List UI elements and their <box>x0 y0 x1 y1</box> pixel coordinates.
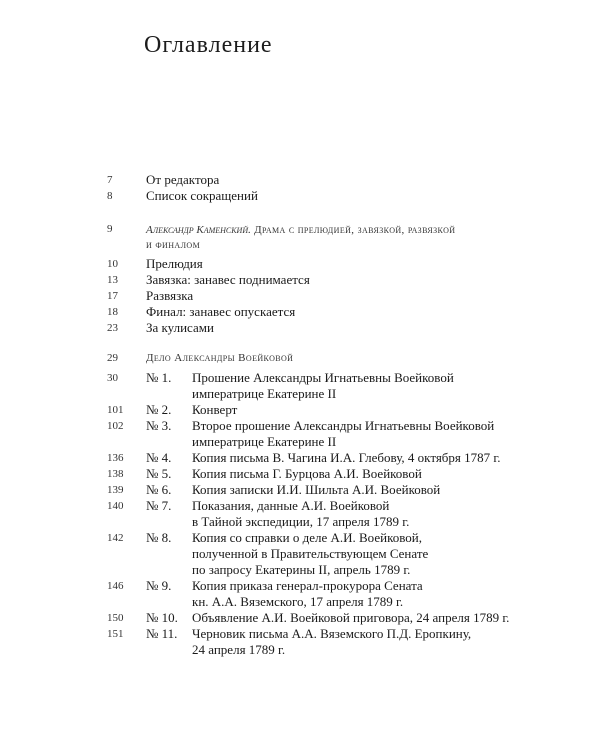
doc-number: № 1. <box>146 370 172 385</box>
toc-page-number: 30 <box>107 372 118 384</box>
toc-page-number: 138 <box>107 468 124 480</box>
part1-title-line1: Драма с прелюдией, завязкой, развязкой <box>254 224 456 236</box>
toc-page-number: 8 <box>107 190 113 202</box>
doc-number: № 7. <box>146 498 172 513</box>
toc-entry: Завязка: занавес поднимается <box>146 272 310 287</box>
toc-entry: Прелюдия <box>146 256 203 271</box>
toc-page-number: 151 <box>107 628 124 640</box>
toc-page-number: 29 <box>107 352 118 364</box>
doc-title-cont: в Тайной экспедиции, 17 апреля 1789 г. <box>192 514 410 529</box>
doc-title-cont: полученной в Правительствующем Сенате <box>192 546 429 561</box>
toc-page-number: 140 <box>107 500 124 512</box>
doc-title-cont: 24 апреля 1789 г. <box>192 642 286 657</box>
doc-title-cont: императрице Екатерине II <box>192 434 337 449</box>
toc-page-number: 102 <box>107 420 124 432</box>
toc-page-number: 9 <box>107 223 113 235</box>
doc-title-cont: кн. А.А. Вяземского, 17 апреля 1789 г. <box>192 594 404 609</box>
toc-page-number: 7 <box>107 174 113 186</box>
doc-number: № 4. <box>146 450 172 465</box>
doc-title: Черновик письма А.А. Вяземского П.Д. Еропкину, <box>192 626 472 641</box>
doc-title: Второе прошение Александры Игнатьевны Воейковой <box>192 418 495 433</box>
toc-page-number: 139 <box>107 484 124 496</box>
doc-title: Копия записки И.И. Шильта А.И. Воейковой <box>192 482 441 497</box>
doc-title: Прошение Александры Игнатьевны Воейковой <box>192 370 454 385</box>
toc-page-number: 23 <box>107 322 118 334</box>
doc-title: Копия приказа генерал-прокурора Сената <box>192 578 423 593</box>
part2-heading: Дело Александры Воейковой <box>146 352 294 364</box>
part1-author: Александр Каменский. <box>146 224 251 236</box>
part1-title-line2: и финалом <box>146 239 201 251</box>
toc-page-number: 150 <box>107 612 124 624</box>
doc-title: Копия письма В. Чагина И.А. Глебову, 4 октября 1787 г. <box>192 450 501 465</box>
toc-entry: За кулисами <box>146 320 214 335</box>
doc-number: № 9. <box>146 578 172 593</box>
toc-entry: Развязка <box>146 288 194 303</box>
doc-number: № 8. <box>146 530 172 545</box>
doc-number: № 5. <box>146 466 172 481</box>
doc-title: Показания, данные А.И. Воейковой <box>192 498 390 513</box>
doc-number: № 10. <box>146 610 178 625</box>
part1-heading <box>146 221 455 238</box>
doc-title: Объявление А.И. Воейковой приговора, 24 апреля 1789 г. <box>192 610 510 625</box>
toc-entry-editor: От редактора <box>146 172 220 187</box>
doc-number: № 3. <box>146 418 172 433</box>
toc-page-number: 136 <box>107 452 124 464</box>
toc-page-number: 17 <box>107 290 118 302</box>
doc-title-cont: императрице Екатерине II <box>192 386 337 401</box>
toc-page-number: 146 <box>107 580 124 592</box>
toc-page-number: 13 <box>107 274 118 286</box>
doc-title: Конверт <box>192 402 238 417</box>
doc-title-cont: по запросу Екатерины II, апрель 1789 г. <box>192 562 411 577</box>
toc-entry-abbreviations: Список сокращений <box>146 188 258 203</box>
doc-number: № 6. <box>146 482 172 497</box>
toc-page-number: 18 <box>107 306 118 318</box>
toc-page-number: 142 <box>107 532 124 544</box>
toc-page-number: 10 <box>107 258 118 270</box>
toc-entry: Финал: занавес опускается <box>146 304 296 319</box>
doc-title: Копия письма Г. Бурцова А.И. Воейковой <box>192 466 422 481</box>
toc-page-number: 101 <box>107 404 124 416</box>
doc-title: Копия со справки о деле А.И. Воейковой, <box>192 530 422 545</box>
doc-number: № 2. <box>146 402 172 417</box>
page-title: Оглавление <box>144 32 273 58</box>
doc-number: № 11. <box>146 626 178 641</box>
